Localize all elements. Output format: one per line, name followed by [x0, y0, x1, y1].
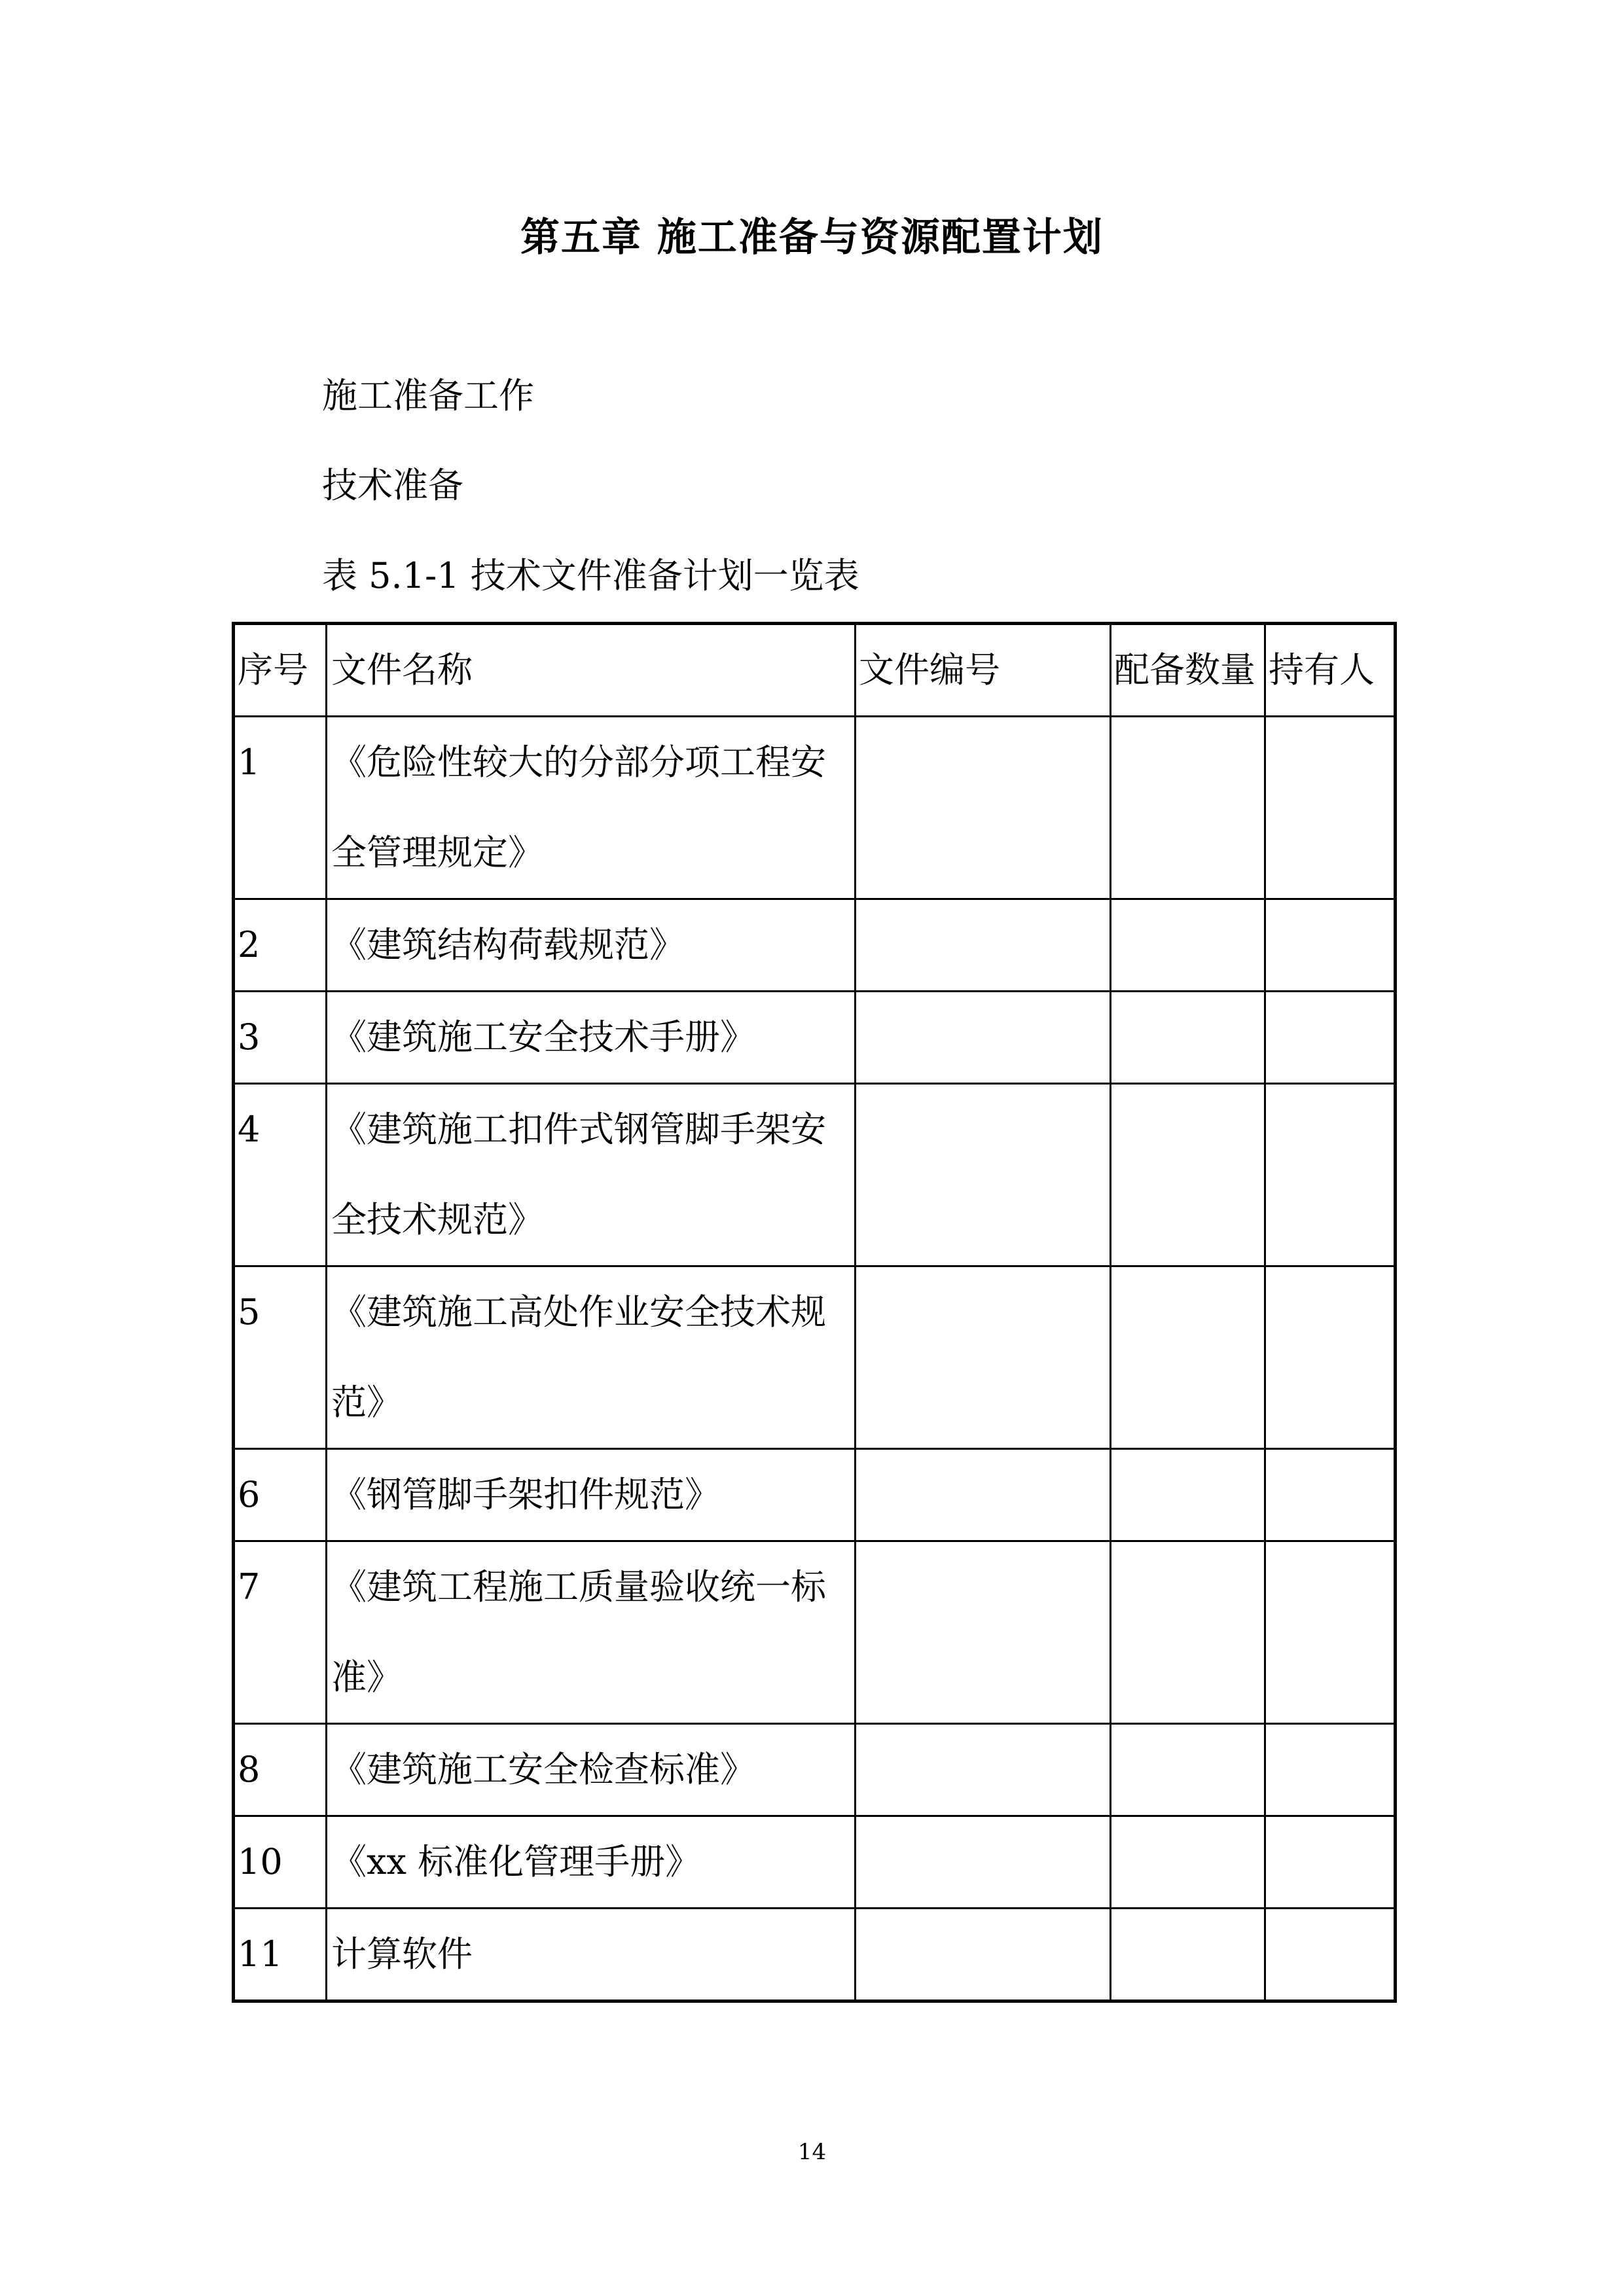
header-code: 文件编号	[856, 624, 1111, 717]
row-quantity	[1111, 992, 1265, 1084]
row-code	[856, 1541, 1111, 1724]
row-seq: 5	[234, 1266, 327, 1449]
row-name: 《建筑施工安全技术手册》	[327, 992, 856, 1084]
row-seq: 8	[234, 1724, 327, 1816]
row-name: 《危险性较大的分部分项工程安全管理规定》	[327, 717, 856, 899]
chapter-title: 第五章 施工准备与资源配置计划	[520, 215, 1104, 260]
row-name: 《钢管脚手架扣件规范》	[327, 1449, 856, 1541]
table-row	[234, 1724, 1396, 1816]
subsection-heading: 技术准备	[322, 465, 463, 506]
row-name: 《建筑施工安全检查标准》	[327, 1724, 856, 1816]
row-code	[856, 1909, 1111, 2001]
row-code	[856, 1449, 1111, 1541]
table-row	[234, 1449, 1396, 1541]
row-name: 《建筑结构荷载规范》	[327, 899, 856, 992]
table-row	[234, 1266, 1396, 1449]
row-code	[856, 899, 1111, 992]
row-holder	[1265, 992, 1396, 1084]
row-name: 《建筑施工高处作业安全技术规范》	[327, 1266, 856, 1449]
row-quantity	[1111, 1084, 1265, 1266]
row-seq: 1	[234, 717, 327, 899]
table-caption: 表 5.1-1 技术文件准备计划一览表	[322, 555, 859, 596]
row-code	[856, 1724, 1111, 1816]
row-holder	[1265, 1724, 1396, 1816]
row-seq: 10	[234, 1816, 327, 1909]
row-seq: 7	[234, 1541, 327, 1724]
row-seq: 3	[234, 992, 327, 1084]
row-quantity	[1111, 899, 1265, 992]
table-row	[234, 899, 1396, 992]
row-quantity	[1111, 1816, 1265, 1909]
row-seq: 4	[234, 1084, 327, 1266]
row-code	[856, 992, 1111, 1084]
row-holder	[1265, 1449, 1396, 1541]
row-holder	[1265, 1266, 1396, 1449]
row-holder	[1265, 1541, 1396, 1724]
section-heading: 施工准备工作	[322, 375, 534, 416]
row-quantity	[1111, 717, 1265, 899]
row-holder	[1265, 1084, 1396, 1266]
table-row	[234, 1084, 1396, 1266]
header-quantity: 配备数量	[1111, 624, 1265, 717]
row-name: 计算软件	[327, 1909, 856, 2001]
technical-documents-table	[232, 622, 1397, 2003]
row-holder	[1265, 1909, 1396, 2001]
row-seq: 2	[234, 899, 327, 992]
row-quantity	[1111, 1724, 1265, 1816]
table-row	[234, 717, 1396, 899]
row-code	[856, 1084, 1111, 1266]
table-header-row	[234, 624, 1396, 717]
row-holder	[1265, 717, 1396, 899]
table-row	[234, 1909, 1396, 2001]
row-name: 《建筑施工扣件式钢管脚手架安全技术规范》	[327, 1084, 856, 1266]
row-name: 《xx 标准化管理手册》	[327, 1816, 856, 1909]
row-code	[856, 717, 1111, 899]
header-holder: 持有人	[1265, 624, 1396, 717]
row-code	[856, 1266, 1111, 1449]
row-seq: 11	[234, 1909, 327, 2001]
row-quantity	[1111, 1449, 1265, 1541]
row-holder	[1265, 1816, 1396, 1909]
row-name: 《建筑工程施工质量验收统一标准》	[327, 1541, 856, 1724]
row-quantity	[1111, 1909, 1265, 2001]
row-seq: 6	[234, 1449, 327, 1541]
table-row	[234, 1816, 1396, 1909]
header-seq: 序号	[234, 624, 327, 717]
table-row	[234, 1541, 1396, 1724]
header-name: 文件名称	[327, 624, 856, 717]
table-row	[234, 992, 1396, 1084]
page-number: 14	[797, 2139, 827, 2165]
row-code	[856, 1816, 1111, 1909]
row-quantity	[1111, 1266, 1265, 1449]
row-quantity	[1111, 1541, 1265, 1724]
row-holder	[1265, 899, 1396, 992]
